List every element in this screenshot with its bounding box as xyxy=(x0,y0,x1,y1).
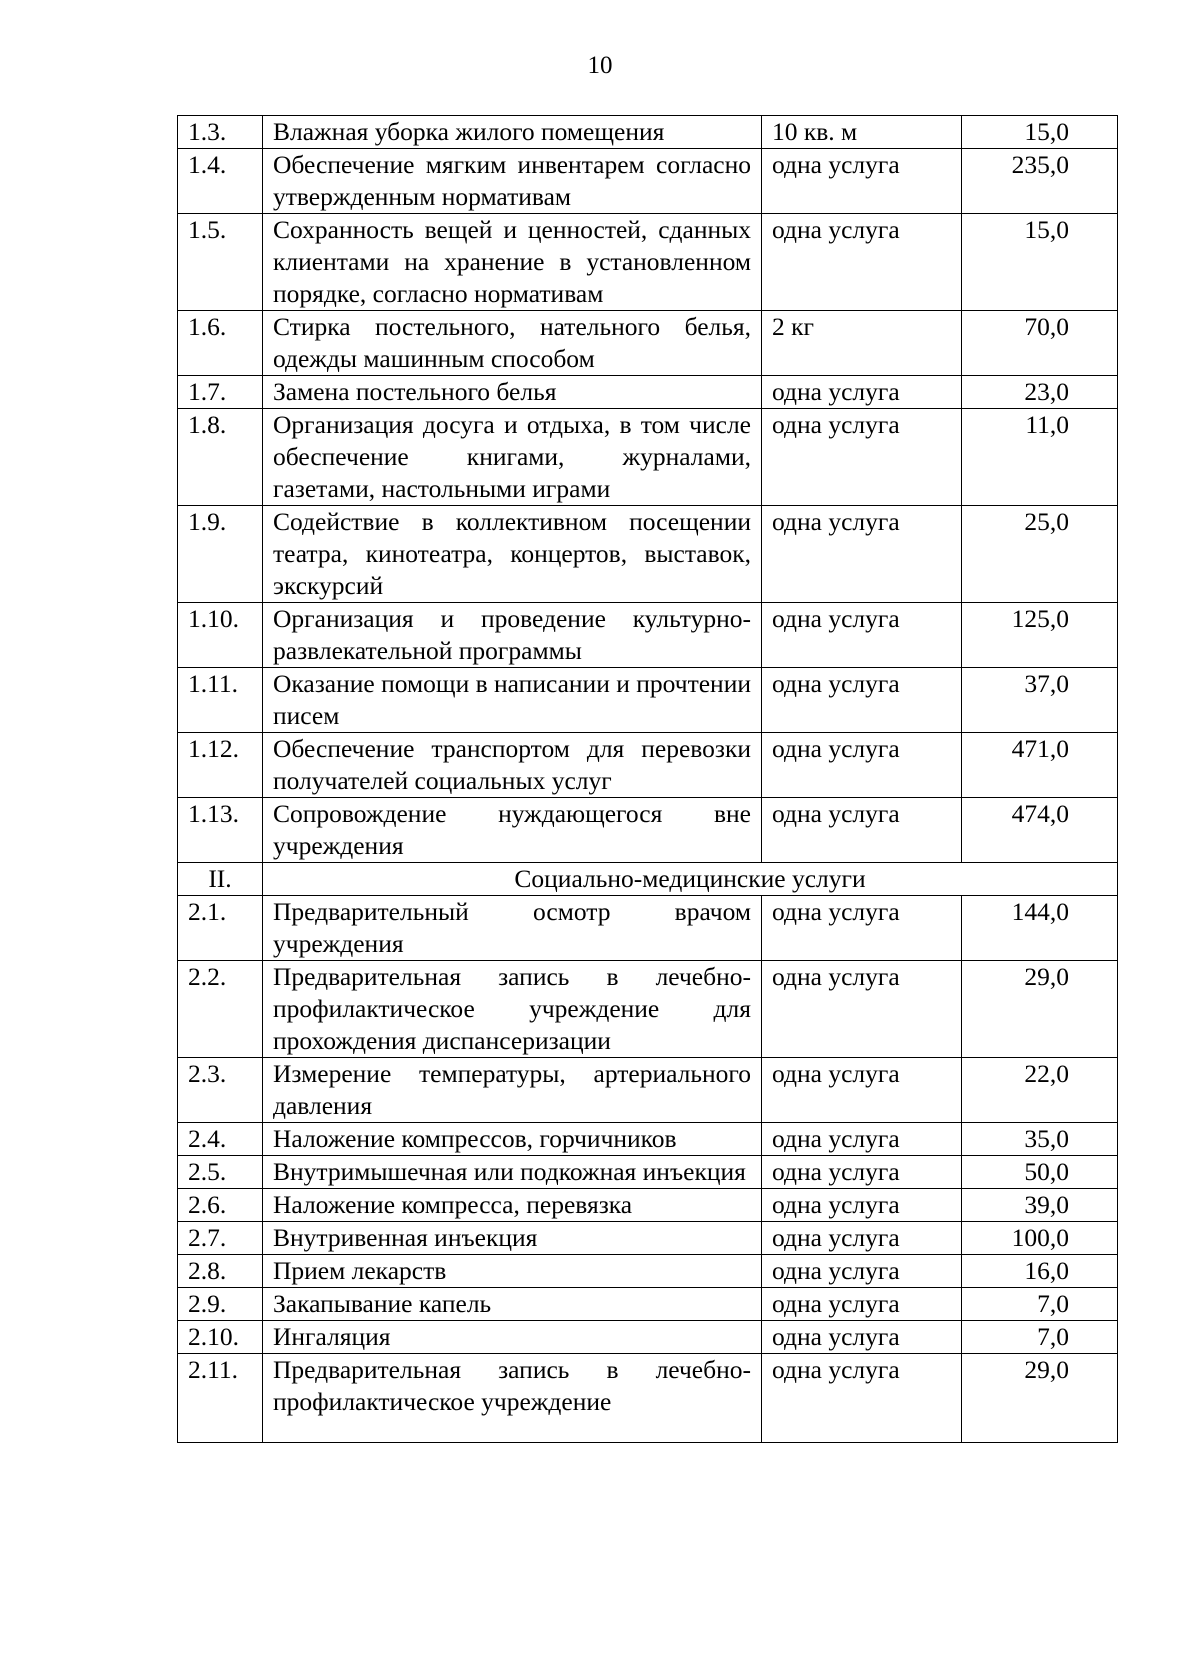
service-description: Внутривенная инъекция xyxy=(263,1222,762,1255)
table-row xyxy=(178,1222,1118,1255)
service-description: Закапывание капель xyxy=(263,1288,762,1321)
table-row xyxy=(178,733,1118,798)
service-price: 22,0 xyxy=(962,1058,1118,1123)
service-price: 16,0 xyxy=(962,1255,1118,1288)
table-row xyxy=(178,961,1118,1058)
item-number: 2.9. xyxy=(178,1288,263,1321)
service-unit: одна услуга xyxy=(762,1189,962,1222)
service-unit: одна услуга xyxy=(762,1058,962,1123)
item-number: 2.6. xyxy=(178,1189,263,1222)
item-number: 1.4. xyxy=(178,149,263,214)
service-description: Предварительная запись в лечебно-профилактическое учреждение xyxy=(263,1354,762,1443)
service-unit: одна услуга xyxy=(762,896,962,961)
service-price: 50,0 xyxy=(962,1156,1118,1189)
service-price: 7,0 xyxy=(962,1288,1118,1321)
item-number: 2.4. xyxy=(178,1123,263,1156)
item-number: 1.12. xyxy=(178,733,263,798)
service-price: 25,0 xyxy=(962,506,1118,603)
service-unit: одна услуга xyxy=(762,376,962,409)
service-description: Прием лекарств xyxy=(263,1255,762,1288)
service-unit: одна услуга xyxy=(762,1321,962,1354)
service-unit: одна услуга xyxy=(762,409,962,506)
service-price: 11,0 xyxy=(962,409,1118,506)
table-row xyxy=(178,1255,1118,1288)
service-price: 70,0 xyxy=(962,311,1118,376)
table-row xyxy=(178,1058,1118,1123)
service-description: Организация и проведение культурно-развлекательной программы xyxy=(263,603,762,668)
service-description: Сопровождение нуждающегося вне учреждения xyxy=(263,798,762,863)
table-row xyxy=(178,1189,1118,1222)
section-row xyxy=(178,863,1118,896)
item-number: 2.11. xyxy=(178,1354,263,1443)
item-number: 1.5. xyxy=(178,214,263,311)
table-row xyxy=(178,1156,1118,1189)
table-row xyxy=(178,798,1118,863)
service-price: 35,0 xyxy=(962,1123,1118,1156)
item-number: 1.10. xyxy=(178,603,263,668)
service-unit: одна услуга xyxy=(762,1288,962,1321)
item-number: 1.6. xyxy=(178,311,263,376)
table-row xyxy=(178,896,1118,961)
service-unit: одна услуга xyxy=(762,961,962,1058)
service-price: 15,0 xyxy=(962,116,1118,149)
item-number: 2.10. xyxy=(178,1321,263,1354)
service-price: 471,0 xyxy=(962,733,1118,798)
service-price: 15,0 xyxy=(962,214,1118,311)
table-row xyxy=(178,668,1118,733)
service-unit: 2 кг xyxy=(762,311,962,376)
item-number: 1.3. xyxy=(178,116,263,149)
service-price: 29,0 xyxy=(962,961,1118,1058)
service-price: 125,0 xyxy=(962,603,1118,668)
item-number: 2.2. xyxy=(178,961,263,1058)
service-description: Содействие в коллективном посещении театра, кинотеатра, концертов, выставок, экскурсий xyxy=(263,506,762,603)
service-description: Влажная уборка жилого помещения xyxy=(263,116,762,149)
service-unit: одна услуга xyxy=(762,1255,962,1288)
service-unit: одна услуга xyxy=(762,1354,962,1443)
service-unit: одна услуга xyxy=(762,733,962,798)
service-unit: одна услуга xyxy=(762,1156,962,1189)
service-description: Стирка постельного, нательного белья, одежды машинным способом xyxy=(263,311,762,376)
item-number: 2.3. xyxy=(178,1058,263,1123)
service-price: 7,0 xyxy=(962,1321,1118,1354)
service-price: 100,0 xyxy=(962,1222,1118,1255)
table-row xyxy=(178,149,1118,214)
service-price: 39,0 xyxy=(962,1189,1118,1222)
table-row xyxy=(178,311,1118,376)
service-description: Обеспечение транспортом для перевозки получателей социальных услуг xyxy=(263,733,762,798)
item-number: 1.8. xyxy=(178,409,263,506)
page-number: 10 xyxy=(587,52,613,79)
table-row xyxy=(178,116,1118,149)
table-row xyxy=(178,409,1118,506)
services-price-table xyxy=(177,115,1118,1443)
item-number: 2.5. xyxy=(178,1156,263,1189)
service-description: Предварительная запись в лечебно-профилактическое учреждение для прохождения диспансеризации xyxy=(263,961,762,1058)
service-price: 235,0 xyxy=(962,149,1118,214)
item-number: 1.9. xyxy=(178,506,263,603)
service-description: Наложение компресса, перевязка xyxy=(263,1189,762,1222)
table-row xyxy=(178,1354,1118,1443)
item-number: 1.13. xyxy=(178,798,263,863)
item-number: 2.8. xyxy=(178,1255,263,1288)
service-description: Организация досуга и отдыха, в том числе обеспечение книгами, журналами, газетами, настольными играми xyxy=(263,409,762,506)
service-description: Замена постельного белья xyxy=(263,376,762,409)
service-unit: 10 кв. м xyxy=(762,116,962,149)
service-description: Предварительный осмотр врачом учреждения xyxy=(263,896,762,961)
service-description: Измерение температуры, артериального давления xyxy=(263,1058,762,1123)
service-unit: одна услуга xyxy=(762,668,962,733)
item-number: 2.7. xyxy=(178,1222,263,1255)
table-row xyxy=(178,1321,1118,1354)
service-description: Наложение компрессов, горчичников xyxy=(263,1123,762,1156)
service-price: 474,0 xyxy=(962,798,1118,863)
section-title: Социально-медицинские услуги xyxy=(263,863,1118,896)
table-row xyxy=(178,603,1118,668)
service-description: Внутримышечная или подкожная инъекция xyxy=(263,1156,762,1189)
service-description: Оказание помощи в написании и прочтении писем xyxy=(263,668,762,733)
table-row xyxy=(178,506,1118,603)
service-price: 37,0 xyxy=(962,668,1118,733)
service-description: Обеспечение мягким инвентарем согласно утвержденным нормативам xyxy=(263,149,762,214)
table-row xyxy=(178,376,1118,409)
table-row xyxy=(178,214,1118,311)
service-description: Ингаляция xyxy=(263,1321,762,1354)
service-unit: одна услуга xyxy=(762,506,962,603)
item-number: 1.11. xyxy=(178,668,263,733)
service-unit: одна услуга xyxy=(762,214,962,311)
section-number: II. xyxy=(178,863,263,896)
service-unit: одна услуга xyxy=(762,798,962,863)
item-number: 1.7. xyxy=(178,376,263,409)
service-unit: одна услуга xyxy=(762,1123,962,1156)
service-description: Сохранность вещей и ценностей, сданных клиентами на хранение в установленном порядке, согласно нормативам xyxy=(263,214,762,311)
table-row xyxy=(178,1123,1118,1156)
service-price: 23,0 xyxy=(962,376,1118,409)
service-unit: одна услуга xyxy=(762,149,962,214)
item-number: 2.1. xyxy=(178,896,263,961)
table-row xyxy=(178,1288,1118,1321)
service-unit: одна услуга xyxy=(762,603,962,668)
service-price: 144,0 xyxy=(962,896,1118,961)
service-unit: одна услуга xyxy=(762,1222,962,1255)
table-body xyxy=(178,116,1118,1443)
service-price: 29,0 xyxy=(962,1354,1118,1443)
